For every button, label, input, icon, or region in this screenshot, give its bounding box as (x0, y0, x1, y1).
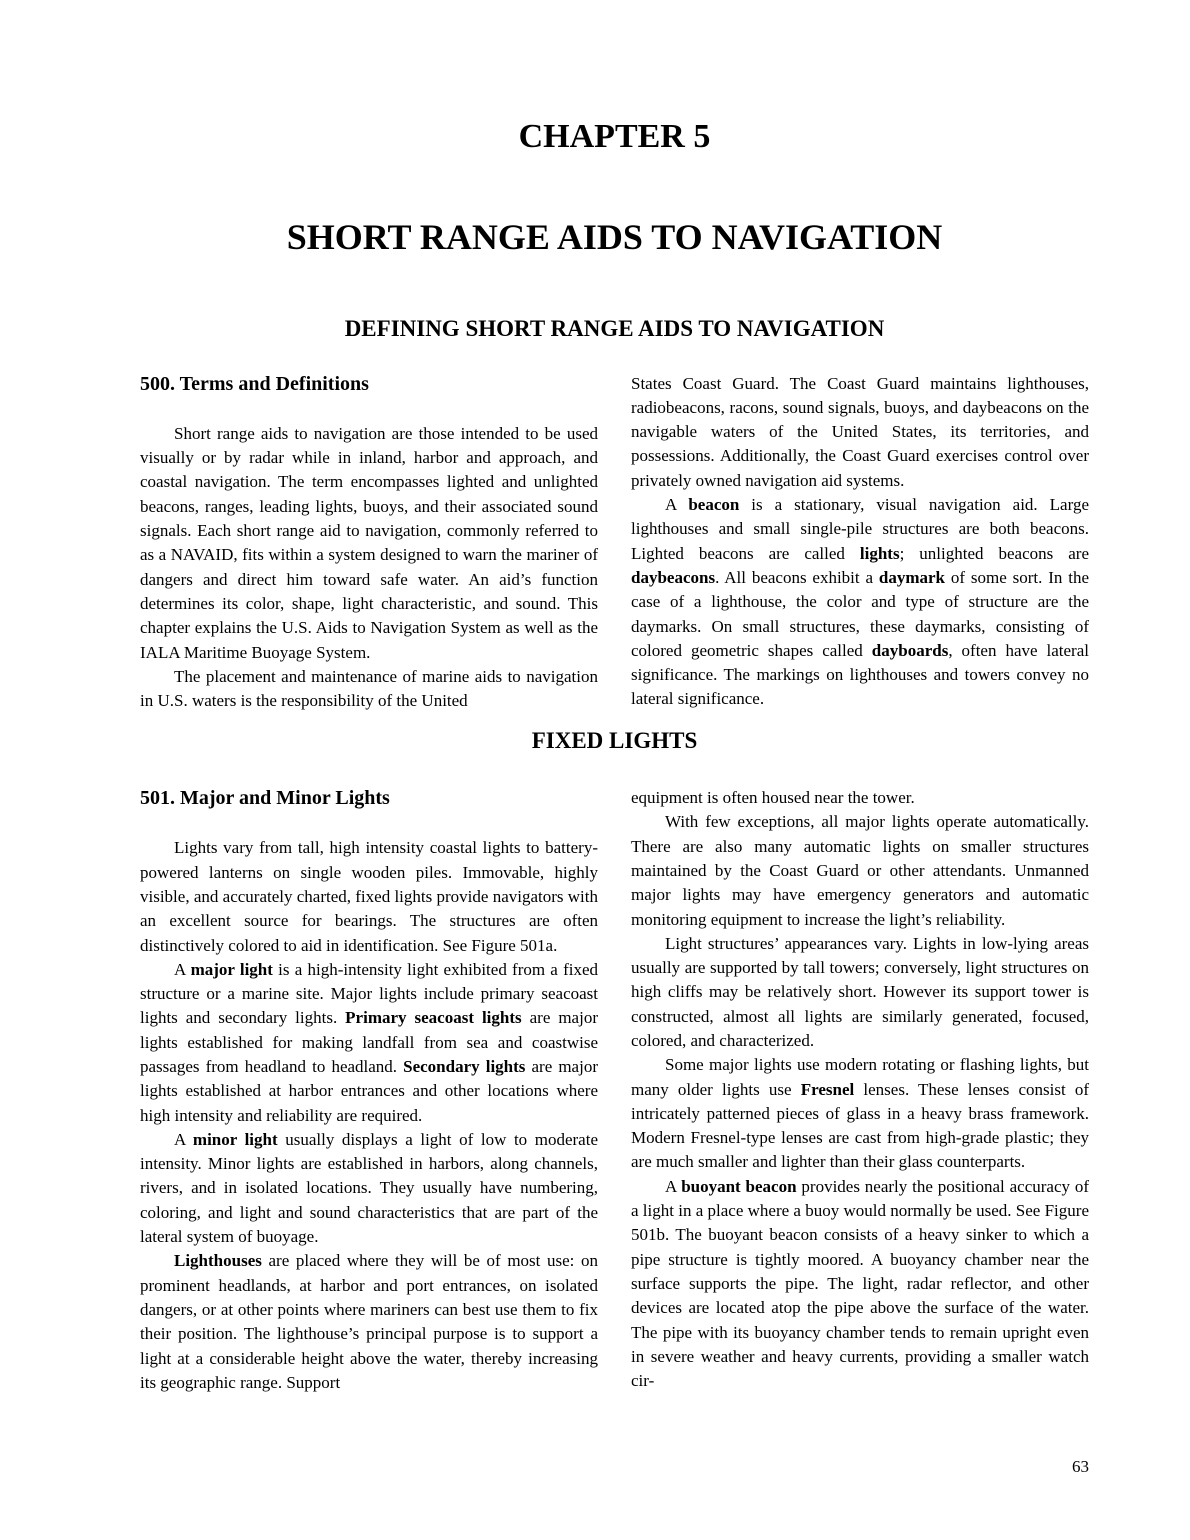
text-run: lenses. These lenses consist of intricately patterned pieces of glass in a heavy brass framework. Modern Fresnel-type lenses are cast from high-grade plastic; they are much smaller and lighter than their glass counterparts. (631, 1079, 1089, 1172)
text-run: is a high-intensity light exhibited from a fixed structure or a marine site. Major lights include primary seacoast lights and secondary lights. (140, 959, 599, 1028)
text-run: A (174, 1129, 193, 1149)
bold-term: Primary seacoast lights (345, 1008, 522, 1028)
text-run: equipment is often housed near the tower. (631, 788, 915, 808)
left-column (140, 372, 598, 714)
paragraph (631, 786, 1089, 810)
text-run: . All beacons exhibit a (715, 567, 879, 587)
paragraph (140, 836, 598, 957)
text-run: usually displays a light of low to moderate intensity. Minor lights are established in harbors, along channels, rivers, and in isolated locations. They usually have numbering, coloring, and light and sound characteristics that are part of the lateral system of buoyage. (140, 1129, 598, 1247)
text-run: provides nearly the positional accuracy of a light in a place where a buoy would normally be used. See Figure 501b. The buoyant beacon consists of a heavy sinker to which a pipe structure is tightly moored. A buoyancy chamber near the surface supports the pipe. The light, radar reflector, and other devices are located atop the pipe above the surface of the water. The pipe with its buoyancy chamber tends to remain upright even in severe weather and heavy currents, providing a smaller watch cir- (631, 1176, 1089, 1391)
paragraph (140, 1128, 598, 1249)
text-run: A (174, 959, 191, 979)
chapter-title: SHORT RANGE AIDS TO NAVIGATION (286, 216, 943, 257)
text-run: A (665, 495, 689, 515)
bold-term: major light (190, 959, 273, 979)
page-number: 63 (1072, 1457, 1089, 1476)
text-run: Lights vary from tall, high intensity coastal lights to battery-powered lanterns on single wooden piles. Immovable, highly visible, and accurately charted, fixed lights provide navigators with an excellent source for bearings. The structures are often distinctively colored to aid in identification. See Figure 501a. (140, 838, 598, 955)
section-heading: DEFINING SHORT RANGE AIDS TO NAVIGATION (344, 315, 885, 341)
text-run: Light structures’ appearances vary. Lights in low-lying areas usually are supported by tall towers; conversely, light structures on high cliffs may be relatively short. However its support tower is constructed, almost all lights are similarly generated, focused, colored, and characterized. (631, 933, 1089, 1050)
bold-term: lights (859, 543, 900, 563)
text-run: of some sort. In the case of a lighthouse, the color and type of structure are the daymarks. On small structures, these daymarks, consisting of colored geometric shapes called (631, 567, 1089, 660)
text-run: With few exceptions, all major lights operate automatically. There are also many automatic lights on smaller structures maintained by the Coast Guard or other attendants. Unmanned major lights may have emergency generators and automatic monitoring equipment to increase the light’s reliability. (631, 812, 1089, 929)
paragraph (140, 1249, 598, 1395)
bold-term: buoyant beacon (681, 1176, 797, 1196)
left-column (140, 786, 598, 1395)
text-run: , often have lateral significance. The markings on lighthouses and towers convey no lateral significance. (631, 640, 1089, 709)
two-column-layout (140, 372, 1089, 714)
bold-term: daybeacons (631, 567, 716, 587)
two-column-layout (140, 786, 1089, 1395)
text-run: are major lights established for making landfall from sea and coastwise passages from headland to headland. (140, 1008, 598, 1076)
text-run: Some major lights use modern rotating or flashing lights, but many older lights use (631, 1055, 1089, 1099)
section-heading: FIXED LIGHTS (531, 728, 698, 754)
bold-term: beacon (688, 495, 740, 515)
bold-term: Secondary lights (403, 1057, 526, 1076)
section-fixed-lights (140, 727, 1089, 1395)
right-column (631, 372, 1089, 714)
chapter-label: CHAPTER 5 (518, 118, 711, 155)
paragraph (140, 958, 598, 1128)
paragraph (631, 372, 1089, 493)
bold-term: Fresnel (800, 1079, 855, 1099)
bold-term: Lighthouses (174, 1251, 262, 1271)
paragraph (140, 665, 598, 714)
article-subheading: 500. Terms and Definitions (140, 372, 369, 395)
right-column (631, 786, 1089, 1395)
section-defining-short-range-aids (140, 315, 1089, 713)
text-run: ; unlighted beacons are (899, 543, 1089, 563)
paragraph (631, 1175, 1089, 1394)
text-run: The placement and maintenance of marine aids to navigation in U.S. waters is the responsibility of the United (140, 666, 598, 711)
paragraph (631, 493, 1089, 712)
paragraph (631, 1053, 1089, 1174)
text-run: A (665, 1176, 682, 1196)
text-run: is a stationary, visual navigation aid. Large lighthouses and small single-pile structures are both beacons. Lighted beacons are called (631, 495, 1089, 563)
text-run: are placed where they will be of most use: on prominent headlands, at harbor and port entrances, on isolated dangers, or at other points where mariners can best use them to fix their position. The lighthouse’s principal purpose is to support a light at a considerable height above the water, thereby increasing its geographic range. Support (140, 1251, 598, 1392)
bold-term: dayboards (871, 640, 949, 660)
text-run: are major lights established at harbor entrances and other locations where high intensity and reliability are required. (140, 1057, 598, 1125)
article-subheading: 501. Major and Minor Lights (140, 787, 390, 810)
paragraph (631, 810, 1089, 931)
paragraph (140, 422, 598, 665)
bold-term: minor light (192, 1129, 278, 1149)
text-run: States Coast Guard. The Coast Guard maintains lighthouses, radiobeacons, racons, sound signals, buoys, and daybeacons on the navigable waters of the United States, its territories, and possessions. Additionally, the Coast Guard exercises control over privately owned navigation aid systems. (631, 373, 1089, 490)
bold-term: daymark (878, 567, 946, 587)
paragraph (631, 932, 1089, 1053)
text-run: Short range aids to navigation are those intended to be used visually or by radar while in inland, harbor and approach, and coastal navigation. The term encompasses lighted and unlighted beacons, ranges, leading lights, buoys, and their associated sound signals. Each short range aid to navigation, commonly referred to as a NAVAID, fits within a system designed to warn the mariner of dangers and direct him toward safe water. An aid’s function determines its color, shape, light characteristic, and sound. This chapter explains the U.S. Aids to Navigation System as well as the IALA Maritime Buoyage System. (140, 423, 598, 662)
